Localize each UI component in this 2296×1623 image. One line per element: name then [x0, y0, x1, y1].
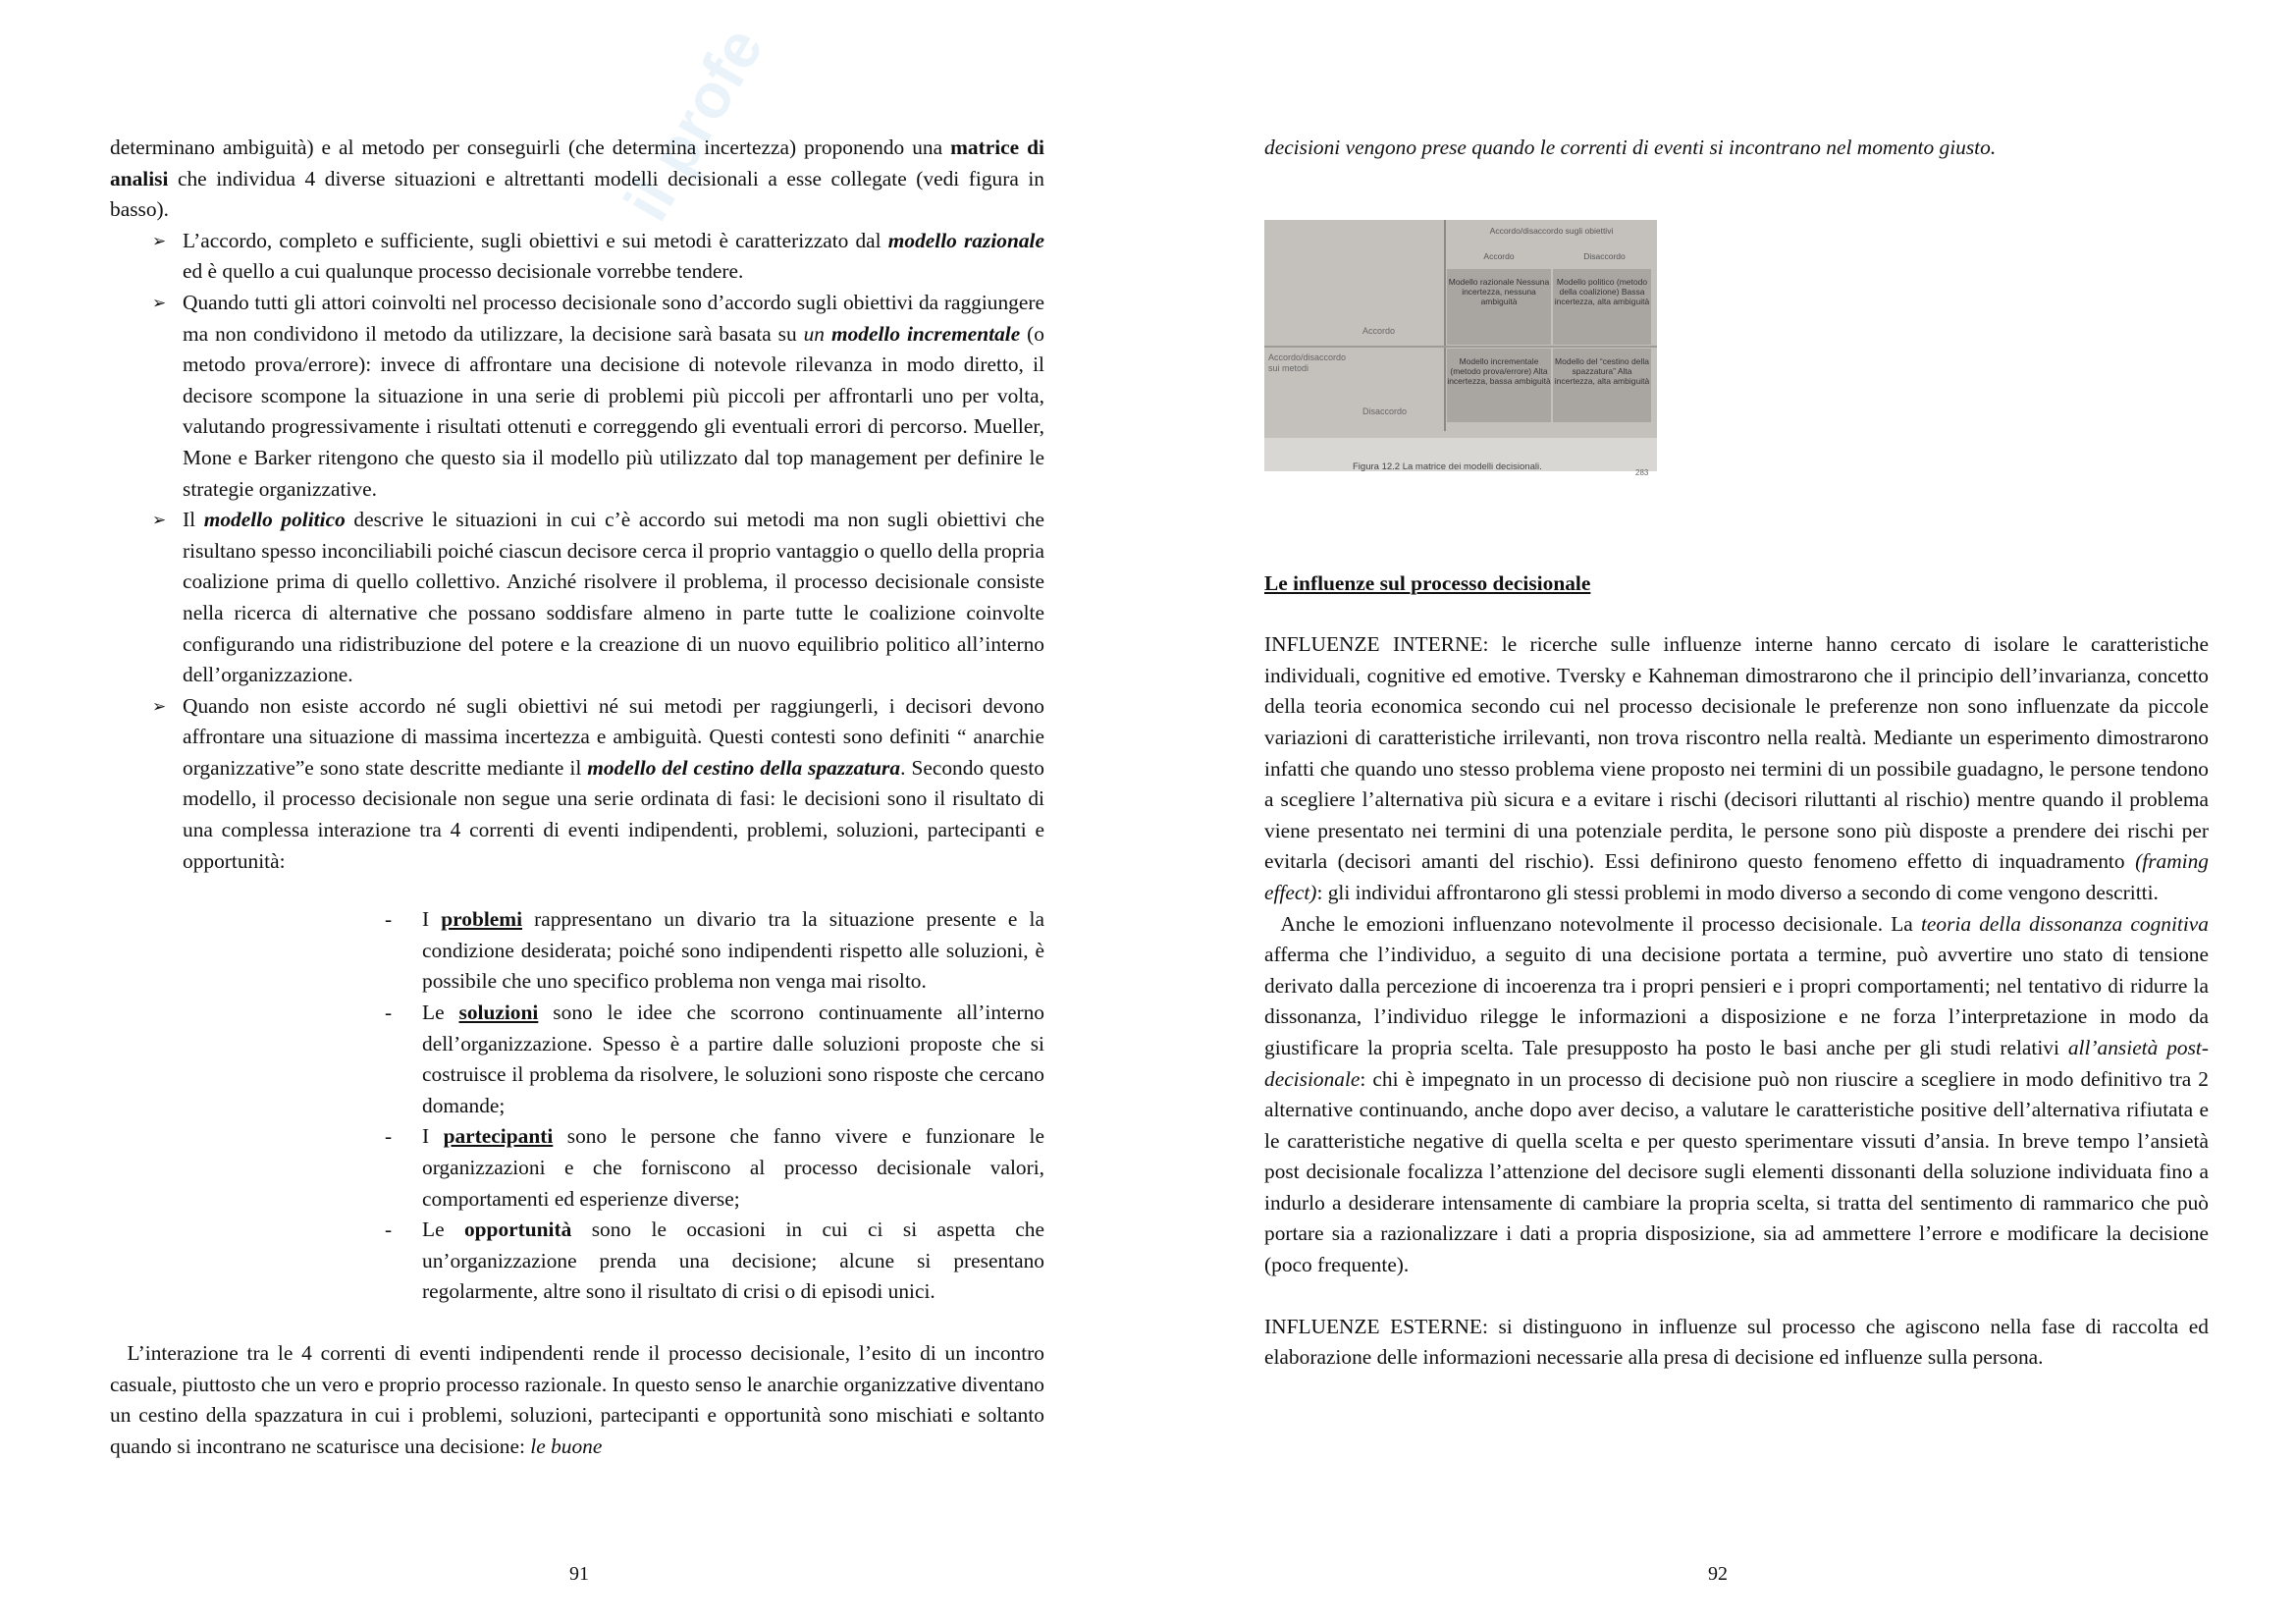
- dash-list: [385, 904, 1044, 1308]
- continued-sentence: decisioni vengono prese quando le correnti di eventi si incontrano nel momento giusto.: [1264, 135, 1997, 159]
- list-item-partecipanti: - I partecipanti sono le persone che fanno vivere e funzionare le organizzazioni e che forniscono al processo decisionale valori, comportamenti ed esperienze diverse;: [385, 1124, 1044, 1211]
- list-item-soluzioni: - Le soluzioni sono le idee che scorrono continuamente all’interno dell’organizzazione. Spesso è a partire dalle soluzioni proposte che si costruisce il problema da risolvere, le soluzioni sono risposte che cercano domande;: [385, 1001, 1044, 1117]
- figure-cell-razionale: Modello razionale Nessuna incertezza, nessuna ambiguità: [1447, 269, 1551, 345]
- arrow-bullet-icon: ➢: [152, 511, 167, 530]
- emotions-paragraph: Anche le emozioni influenzano notevolmente il processo decisionale. La teoria della dissonanza cognitiva afferma che l’individuo, a seguito di una decisione portata a termine, può avvertire uno stato di tensione derivato dalla percezione di incoerenza tra i propri pensieri e i propri comportamenti; nel tentativo di ridurre la dissonanza, l’individuo rilegge le informazioni a disposizione e ne forza l’interpretazione in modo da giustificare la propria scelta. Tale presupposto ha posto le basi anche per gli studi relativi all’ansietà post-decisionale: chi è impegnato in un processo di decisione può non riuscire a scegliere in modo definitivo tra 2 alternative continuando, anche dopo aver deciso, a valutare le caratteristiche positive dell’alternativa rifiutata e le caratteristiche negative di quella scelta e per questo sperimentare vissuti d’ansia. In breve tempo l’ansietà post decisionale focalizza l’attenzione del decisore sugli elementi dissonanti della soluzione individuata fino a indurlo a desiderare intensamente di cambiare la propria scelta, si tratta del sentimento di rammarico che può portare sia a razionalizzare i dati a propria disposizione, sia ad ammettere l’errore e modificare la decisione (poco frequente).: [1264, 911, 2210, 1277]
- right-page: [1148, 0, 2296, 1623]
- figure-row-disaccordo: Disaccordo: [1362, 406, 1408, 416]
- figure-col-accordo: Accordo: [1483, 250, 1515, 261]
- closing-paragraph: L’interazione tra le 4 correnti di eventi indipendenti rende il processo decisionale, l’esito di un incontro casuale, piuttosto che un vero e proprio processo razionale. In questo senso le anarchie organizzative diventano un cestino della spazzatura in cui i problemi, soluzioni, partecipanti e opportunità sono mischiati e soltanto quando si incontrano ne scaturisce una decisione: le buone: [110, 1340, 1044, 1458]
- internal-influences-paragraph: INFLUENZE INTERNE: le ricerche sulle influenze interne hanno cercato di isolare le caratteristiche individuali, cognitive ed emotive. Tversky e Kahneman dimostrarono che il principio dell’invarianza, concetto della teoria economica secondo cui nel processo decisionale le preferenze non sono influenzate da piccole variazioni di caratteristiche irrilevanti, non trova riscontro nella realtà. Mediante un esperimento dimostrarono infatti che quando uno stesso problema viene proposto nei termini di un possibile guadagno, le persone tendono a scegliere l’alternativa più sicura e a evitare i rischi (decisori riluttanti al rischio) mentre quando il problema viene presentato nei termini di una potenziale perdita, le persone sono più disposte a prendere dei rischi per evitarla (decisori amanti del rischio). Essi definirono questo fenomeno effetto di inquadramento (framing effect): gli individui affrontarono gli stessi problemi in modo diverso a secondo di come vengono descritti.: [1264, 632, 2209, 904]
- bullet-modello-politico: ➢ Il modello politico descrive le situazioni in cui c’è accordo sui metodi ma non sugli obiettivi che risultano spesso inconciliabili poiché ciascun decisore cerca il proprio vantaggio o quello della propria coalizione prima di quello collettivo. Anziché risolvere il problema, il processo decisionale consiste nella ricerca di alternative che possano soddisfare almeno in parte tutte le coalizione coinvolte configurando una ridistribuzione del potere e la creazione di un nuovo equilibrio politico all’interno dell’organizzazione.: [110, 505, 1044, 691]
- bullet-cestino-spazzatura: ➢ Quando non esiste accordo né sugli obiettivi né sui metodi per raggiungerli, i decisori devono affrontare una situazione di massima incertezza e ambiguità. Questi contesti sono definiti “ anarchie organizzative”e sono state descritte mediante il modello del cestino della spazzatura. Secondo questo modello, il processo decisionale non segue una serie ordinata di fasi: le decisioni sono il risultato di una complessa interazione tra 4 correnti di eventi indipendenti, problemi, soluzioni, partecipanti e opportunità:: [110, 691, 1044, 878]
- page-number: 92: [1708, 1563, 1728, 1585]
- list-item-opportunita: - Le opportunità sono le occasioni in cui ci si aspetta che un’organizzazione prenda una decisione; alcune si presentano regolarmente, altre sono il risultato di crisi o di episodi unici.: [385, 1217, 1044, 1304]
- watermark-logo: il profe: [610, 15, 776, 233]
- decision-matrix-figure: [1264, 220, 1657, 477]
- page-number: 91: [569, 1563, 589, 1585]
- figure-row-accordo: Accordo: [1362, 325, 1396, 336]
- bullet-modello-incrementale: ➢ Quando tutti gli attori coinvolti nel processo decisionale sono d’accordo sugli obiettivi da raggiungere ma non condividono il metodo da utilizzare, la decisione sarà basata su un modello incrementale (o metodo prova/errore): invece di affrontare una decisione di notevole rilevanza in modo diretto, il decisore scompone la situazione in una serie di problemi più piccoli per affrontarli uno per volta, valutando progressivamente i risultati ottenuti e correggendo gli eventuali errori di percorso. Mueller, Mone e Barker ritengono che questo sia il modello più utilizzato dal top management per definire le strategie organizzative.: [110, 288, 1044, 505]
- left-text-column: [110, 133, 1044, 1462]
- arrow-bullet-icon: ➢: [152, 696, 167, 716]
- figure-cell-incrementale: Modello incrementale (metodo prova/errore) Alta incertezza, bassa ambiguità: [1447, 349, 1551, 422]
- figure-col-header: Accordo/disaccordo sugli obiettivi: [1489, 225, 1614, 236]
- figure-page-number: 283: [1635, 467, 1649, 477]
- bullet-modello-razionale: ➢ L’accordo, completo e sufficiente, sugli obiettivi e sui metodi è caratterizzato dal modello razionale ed è quello a cui qualunque processo decisionale vorrebbe tendere.: [110, 226, 1044, 288]
- arrow-bullet-icon: ➢: [152, 231, 167, 250]
- figure-caption: Figura 12.2 La matrice dei modelli decisionali.: [1353, 460, 1542, 472]
- arrow-bullet-icon: ➢: [152, 293, 167, 312]
- figure-col-disaccordo: Disaccordo: [1583, 250, 1626, 261]
- section-heading: Le influenze sul processo decisionale: [1264, 570, 1591, 595]
- intro-paragraph: determinano ambiguità) e al metodo per conseguirli (che determina incertezza) proponendo una matrice di analisi che individua 4 diverse situazioni e altrettanti modelli decisionali a esse collegate (vedi figura in basso).: [110, 135, 1045, 222]
- list-item-problemi: - I problemi rappresentano un divario tra la situazione presente e la condizione desiderata; poiché sono indipendenti rispetto alle soluzioni, è possibile che uno specifico problema non venga mai risolto.: [385, 907, 1044, 994]
- figure-cell-cestino: Modello del “cestino della spazzatura” Alta incertezza, alta ambiguità: [1553, 349, 1651, 422]
- right-text-column: [1264, 133, 2209, 1374]
- figure-row-header: Accordo/disaccordo sui metodi: [1268, 352, 1347, 373]
- figure-cell-politico: Modello politico (metodo della coalizione) Bassa incertezza, alta ambiguità: [1553, 269, 1651, 345]
- external-influences-paragraph: INFLUENZE ESTERNE: si distinguono in influenze sul processo che agiscono nella fase di raccolta ed elaborazione delle informazioni necessarie alla presa di decisione ed influenze sulla persona.: [1264, 1314, 2209, 1370]
